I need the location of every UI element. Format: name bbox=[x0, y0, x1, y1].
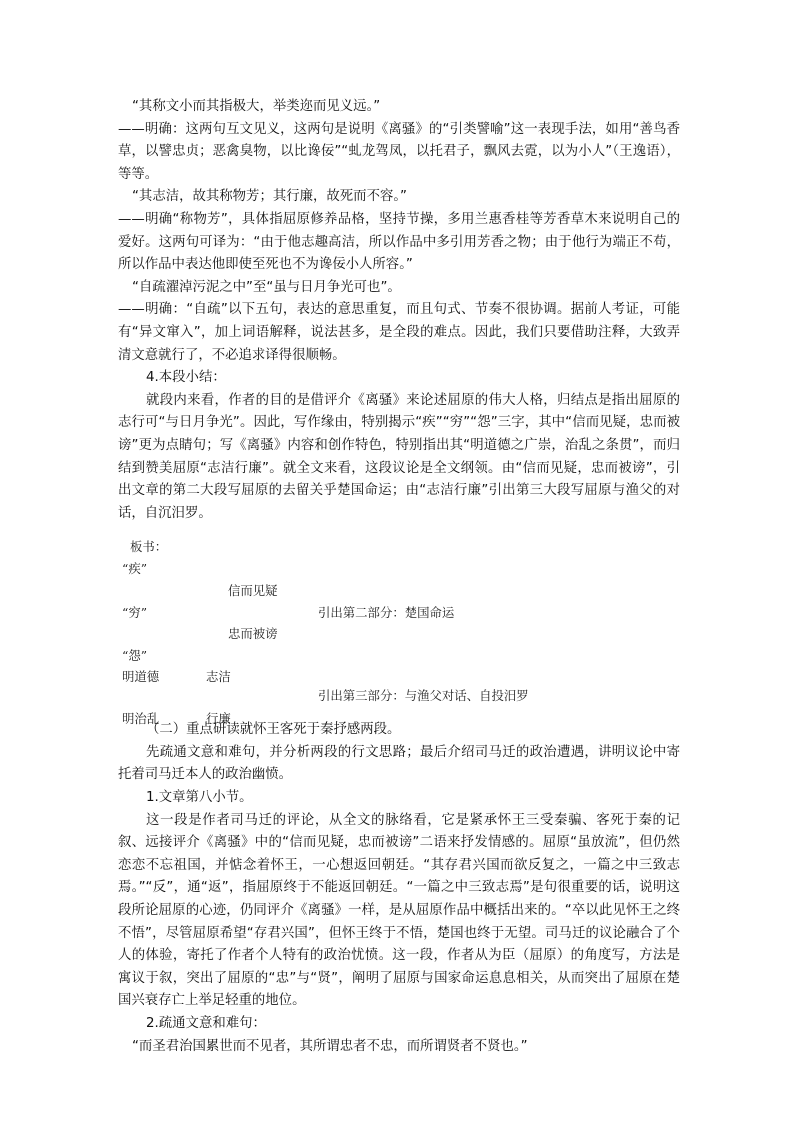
paragraph: “自疏濯淖污泥之中”至“虽与日月争光可也”。 bbox=[132, 279, 401, 295]
paragraph: ——明确：“自疏”以下五句，表达的意思重复，而且句式、节奏不很协调。据前人考证，可能有“异文窜入”，加上词语解释，说法甚多，是全段的难点。因此，我们只要借助注释，大致弄清文意就行了，不必追求译得很顺畅。 bbox=[118, 302, 680, 363]
paragraph: “而圣君治国累世而不见者，其所谓忠者不忠，而所谓贤者不贤也。” bbox=[132, 1038, 528, 1054]
board-part-three: 引出第三部分：与渔父对话、自投汨罗 bbox=[318, 688, 529, 704]
paragraph: 就段内来看，作者的目的是借评介《离骚》来论述屈原的伟大人格，归结点是指出屈原的志行可“与日月争光”。因此，写作缘由，特别揭示“疾”“穷”“怨”三字，其中“信而见疑，忠而被谤”更为点睛句；写《离骚》内容和创作特色，特别指出其“明道德之广崇，治乱之条贯”，而归结到赞美屈原“志洁行廉”。就全文来看，这段议论是全文纲领。由“信而见疑，忠而被谤”，引出文章的第二大段写屈原的去留关乎楚国命运；由“志洁行廉”引出第三大段写屈原与渔父的对话，自沉汨罗。 bbox=[118, 392, 680, 521]
board-zhong-er-bei-bang: 忠而被谤 bbox=[228, 626, 278, 642]
paragraph: 先疏通文意和难句，并分析两段的行文思路；最后介绍司马迁的政治遭遇，讲明议论中寄托着司马迁本人的政治幽愤。 bbox=[118, 744, 680, 783]
document-body bbox=[118, 96, 680, 1058]
text-section-top bbox=[118, 96, 680, 525]
paragraph: （二）重点研读就怀王客死于秦抒感两段。 bbox=[146, 722, 401, 738]
board-part-two: 引出第二部分：楚国命运 bbox=[318, 605, 455, 621]
board-xin-er-jian-yi: 信而见疑 bbox=[228, 583, 278, 599]
paragraph: 2.疏通文意和难句： bbox=[146, 1016, 266, 1031]
paragraph: ——明确：这两句互文见义，这两句是说明《离骚》的“引类譬喻”这一表现手法，如用“善鸟香草，以譬忠贞；恶禽臭物，以比谗佞”“虬龙驾凤，以托君子，飘风去霓，以为小人”（王逸语），等等。 bbox=[118, 121, 680, 182]
blackboard-outline bbox=[118, 532, 680, 727]
paragraph: 1.文章第八小节。 bbox=[146, 790, 253, 806]
paragraph: “其志洁，故其称物芳；其行廉，故死而不容。” bbox=[132, 189, 407, 205]
paragraph: 这一段是作者司马迁的评论，从全文的脉络看，它是紧承怀王三受秦骗、客死于秦的记叙、远接评介《离骚》中的“信而见疑，忠而被谤”二语来抒发情感的。屈原“虽放流”，但仍然恋恋不忘祖国，并惦念着怀王，一心想返回朝廷。“其存君兴国而欲反复之，一篇之中三致志焉。”“反”，通“返”，指屈原终于不能返回朝廷。“一篇之中三致志焉”是句很重要的话，说明这段所论屈原的心迹，仍同评介《离骚》一样，是从屈原作品中概括出来的。“卒以此见怀王之终不悟”，尽管屈原希望“存君兴国”，但怀王终于不悟，楚国也终于无望。司马迁的议论融合了个人的体验，寄托了作者个人特有的政治忧愤。这一段，作者从为臣（屈原）的角度写，方法是寓议于叙，突出了屈原的“忠”与“贤”，阐明了屈原与国家命运息息相关，从而突出了屈原在楚国兴衰存亡上举足轻重的地位。 bbox=[118, 812, 680, 1009]
paragraph: “其称文小而其指极大，举类迩而见义远。” bbox=[132, 99, 381, 114]
paragraph: ——明确“称物芳”，具体指屈原修养品格，坚持节操，多用兰惠香桂等芳香草木来说明自己的爱好。这两句可译为：“由于他志趣高洁，所以作品中多引用芳香之物；由于他行为端正不苟，所以作品中表达他即使至死也不为谗佞小人所容。” bbox=[118, 211, 680, 273]
paragraph: 4.本段小结： bbox=[146, 370, 226, 386]
board-qiong: “穷” bbox=[122, 605, 148, 621]
board-ji: “疾” bbox=[122, 561, 148, 577]
board-title: 板书： bbox=[130, 539, 168, 555]
board-yuan: “怨” bbox=[122, 648, 148, 664]
board-ming-zhi-luan: 明治乱 bbox=[122, 711, 160, 727]
text-section-bottom bbox=[118, 719, 680, 1058]
board-ming-dao-de: 明道德 bbox=[122, 669, 160, 685]
board-zhi-jie: 志洁 bbox=[206, 669, 231, 685]
board-xing-lian: 行廉 bbox=[206, 711, 231, 727]
